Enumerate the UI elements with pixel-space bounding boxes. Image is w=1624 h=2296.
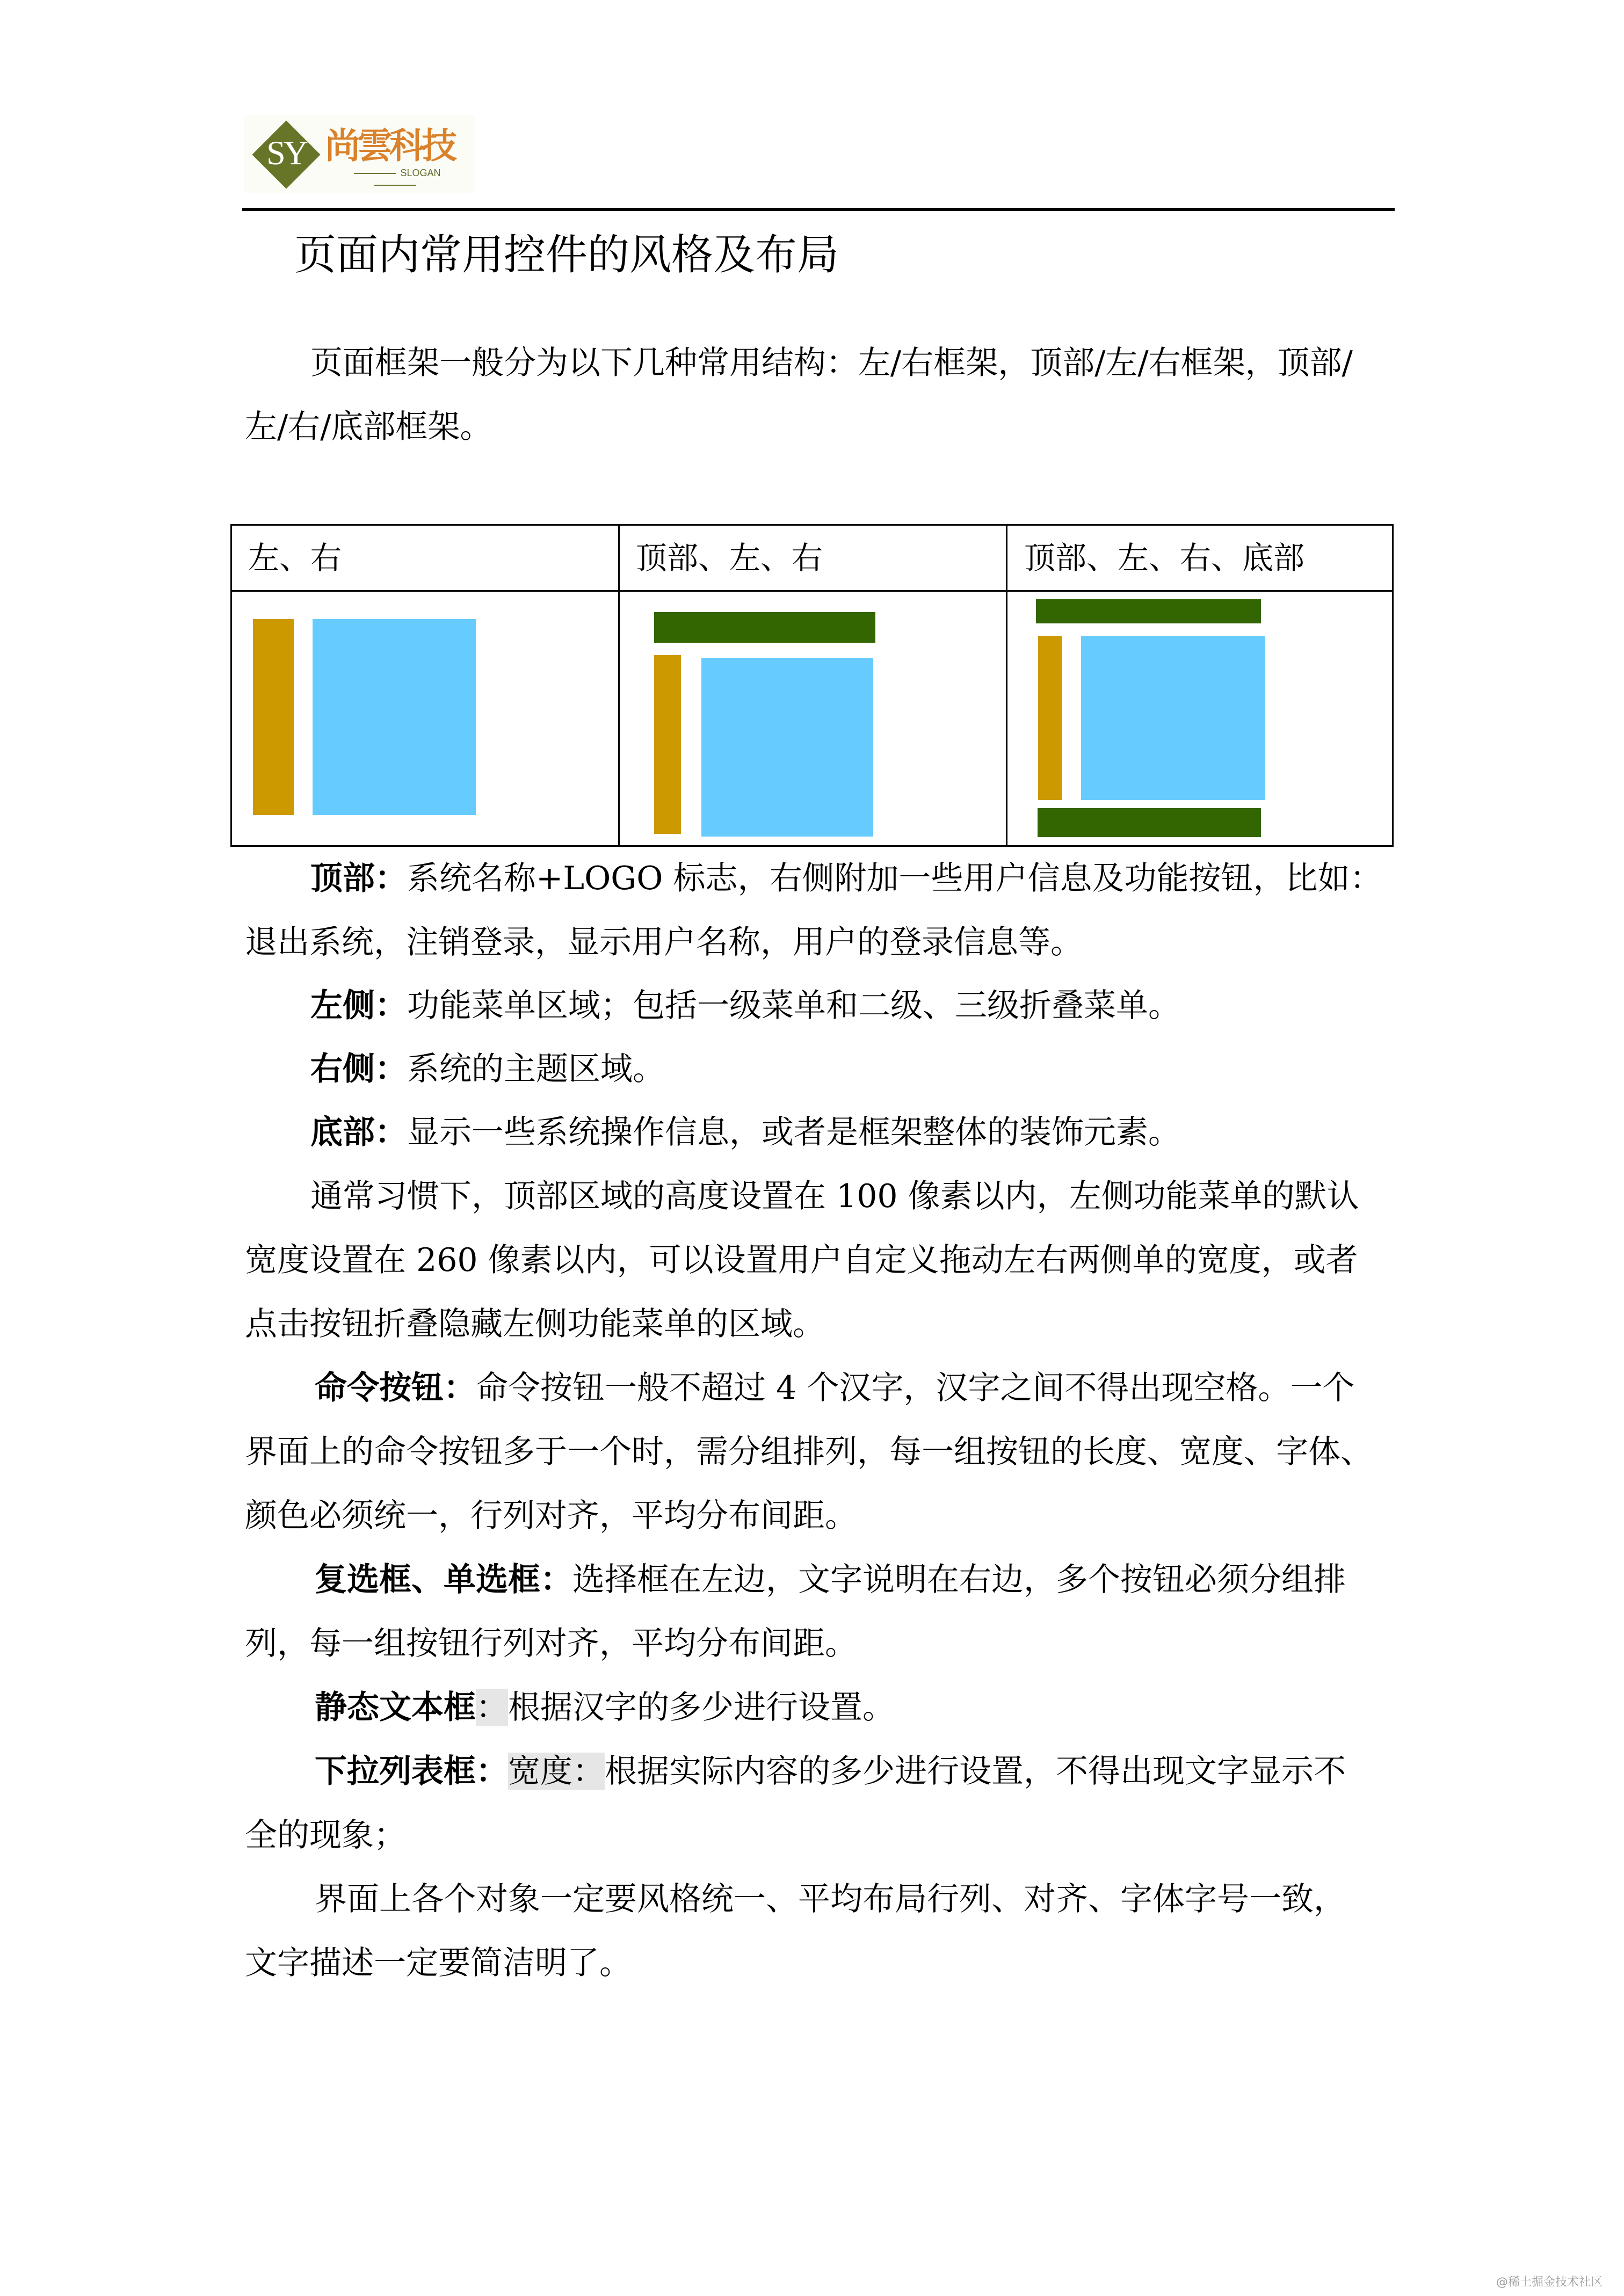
table-header-divider xyxy=(232,590,1392,592)
section-label: 底部： xyxy=(310,1114,407,1151)
logo-company-name: 尚雲科技 xyxy=(325,125,454,166)
section-text: 全的现象； xyxy=(245,1817,406,1854)
section-text: 界面上各个对象一定要风格统一、平均布局行列、对齐、字体字号一致， xyxy=(315,1880,1346,1918)
section-static-text xyxy=(245,1676,1394,1740)
diagram-left-menu xyxy=(1038,636,1062,800)
section-text: 显示一些系统操作信息，或者是框架整体的装饰元素。 xyxy=(407,1114,1180,1151)
section-dropdown xyxy=(245,1740,1394,1868)
highlighted-colon: ： xyxy=(476,1689,508,1726)
highlighted-text: 宽度： xyxy=(508,1753,605,1790)
section-text: 界面上的命令按钮多于一个时，需分组排列，每一组按钮的长度、宽度、字体、 xyxy=(245,1433,1373,1471)
diagram-top-bar xyxy=(654,612,875,643)
section-text: 点击按钮折叠隐藏左侧功能菜单的区域。 xyxy=(245,1305,825,1343)
section-text: 文字描述一定要简洁明了。 xyxy=(245,1944,632,1982)
header-rule xyxy=(242,208,1395,211)
page-title: 页面内常用控件的风格及布局 xyxy=(294,231,839,279)
table-column-divider xyxy=(618,526,620,845)
section-text: 宽度设置在 260 像素以内，可以设置用户自定义拖动左右两侧单的宽度，或者 xyxy=(245,1241,1358,1279)
table-header-top-left-right: 顶部、左、右 xyxy=(636,540,823,576)
watermark: @稀土掘金技术社区 xyxy=(1496,2276,1603,2289)
diagram-main-area xyxy=(313,619,476,815)
diagram-left-menu xyxy=(253,619,294,815)
section-left xyxy=(245,974,1394,1038)
section-label: 复选框、单选框： xyxy=(315,1561,572,1599)
section-label: 下拉列表框： xyxy=(315,1753,508,1790)
section-text: 颜色必须统一，行列对齐，平均分布间距。 xyxy=(245,1497,857,1535)
diagram-main-area xyxy=(1081,636,1265,800)
section-text: 功能菜单区域；包括一级菜单和二级、三级折叠菜单。 xyxy=(407,987,1180,1025)
section-label: 静态文本框 xyxy=(315,1689,476,1726)
section-habit xyxy=(245,1165,1394,1356)
intro-line-2: 左/右/底部框架。 xyxy=(245,408,492,446)
section-summary xyxy=(245,1868,1394,1995)
section-text: 选择框在左边，文字说明在右边，多个按钮必须分组排 xyxy=(572,1561,1346,1599)
diagram-top-bar xyxy=(1036,599,1261,623)
diagram-bottom-bar xyxy=(1038,808,1261,837)
section-bottom xyxy=(245,1101,1394,1165)
section-text: 通常习惯下，顶部区域的高度设置在 100 像素以内，左侧功能菜单的默认 xyxy=(310,1178,1359,1215)
section-label: 左侧： xyxy=(310,987,407,1025)
section-command-button xyxy=(245,1356,1394,1548)
section-text: 根据汉字的多少进行设置。 xyxy=(508,1689,895,1726)
layout-structure-table xyxy=(230,524,1394,847)
intro-line-1: 页面框架一般分为以下几种常用结构：左/右框架，顶部/左/右框架，顶部/ xyxy=(310,344,1353,382)
table-column-divider xyxy=(1006,526,1007,845)
section-text: 命令按钮一般不超过 4 个汉字，汉字之间不得出现空格。一个 xyxy=(476,1369,1355,1407)
logo-slogan: SLOGAN xyxy=(325,167,466,191)
section-label: 右侧： xyxy=(310,1050,407,1088)
section-text: 根据实际内容的多少进行设置，不得出现文字显示不 xyxy=(605,1753,1346,1790)
diagram-left-menu xyxy=(654,655,681,834)
section-top xyxy=(245,847,1394,975)
table-header-left-right: 左、右 xyxy=(248,540,342,576)
intro-paragraph xyxy=(245,331,1394,459)
company-logo xyxy=(244,115,475,193)
section-text: 退出系统，注销登录，显示用户名称，用户的登录信息等。 xyxy=(245,924,1083,961)
logo-monogram: SY xyxy=(266,134,306,172)
section-text: 列，每一组按钮行列对齐，平均分布间距。 xyxy=(245,1625,857,1662)
section-checkbox xyxy=(245,1548,1394,1676)
table-header-top-left-right-bottom: 顶部、左、右、底部 xyxy=(1024,540,1305,576)
section-label: 命令按钮： xyxy=(315,1369,476,1407)
section-right xyxy=(245,1037,1394,1101)
section-label: 顶部： xyxy=(310,860,407,897)
section-text: 系统的主题区域。 xyxy=(407,1050,665,1088)
section-text: 系统名称+LOGO 标志，右侧附加一些用户信息及功能按钮，比如： xyxy=(407,860,1382,897)
diagram-main-area xyxy=(701,658,873,837)
